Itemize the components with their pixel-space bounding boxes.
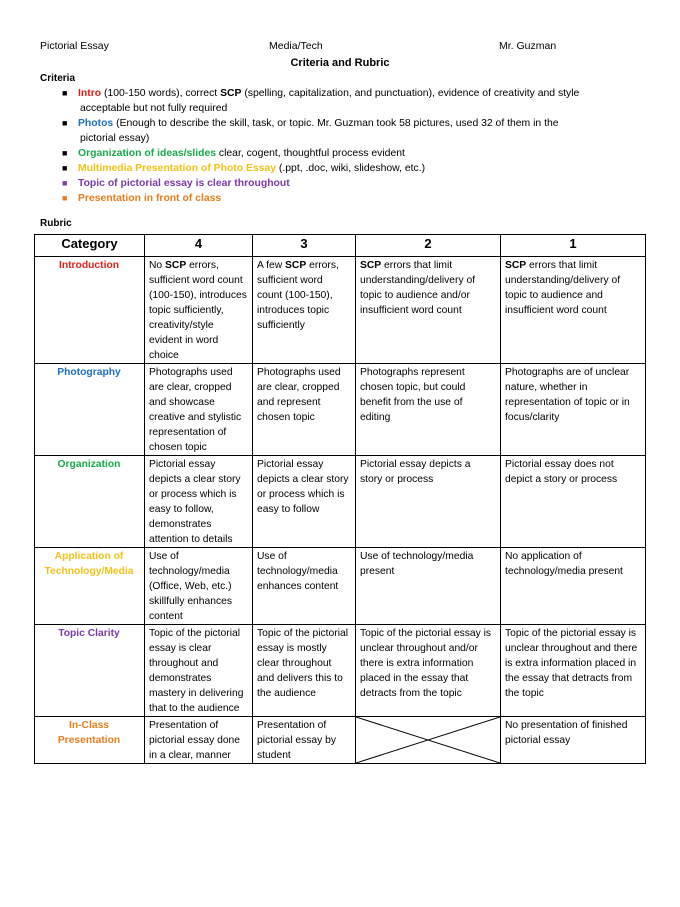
rubric-category: Topic Clarity	[35, 625, 145, 717]
rubric-cell: Pictorial essay depicts a clear story or process which is easy to follow, demonstrates attention to details	[145, 456, 253, 548]
criteria-text: (Enough to describe the skill, task, or topic. Mr. Guzman took 58 pictures, used 32 of them in the	[113, 118, 559, 129]
criteria-text-continued: pictorial essay)	[80, 133, 150, 144]
rubric-category: Photography	[35, 364, 145, 456]
rubric-cell: Use of technology/media (Office, Web, etc.) skillfully enhances content	[145, 548, 253, 625]
rubric-cell: A few SCP errors, sufficient word count (100-150), introduces topic sufficiently	[253, 257, 356, 364]
rubric-row	[35, 717, 646, 764]
rubric-cell: Pictorial essay does not depict a story or process	[501, 456, 646, 548]
criteria-heading: Criteria	[40, 73, 76, 84]
criteria-item	[62, 116, 642, 146]
bullet-icon: ■	[62, 148, 68, 158]
rubric-row	[35, 548, 646, 625]
rubric-cell: Pictorial essay depicts a clear story or process which is easy to follow	[253, 456, 356, 548]
rubric-cell: Presentation of pictorial essay done in a clear, manner	[145, 717, 253, 764]
page-title: Criteria and Rubric	[290, 57, 390, 69]
col-header-1: 1	[501, 235, 646, 257]
criteria-item	[62, 191, 642, 206]
criteria-item	[62, 176, 642, 191]
rubric-row	[35, 257, 646, 364]
criteria-text-continued: acceptable but not fully required	[80, 103, 228, 114]
header-subject: Media/Tech	[269, 40, 323, 52]
rubric-cell: Photographs are of unclear nature, whether in representation of topic or in focus/clarity	[501, 364, 646, 456]
criteria-label: Photos	[78, 118, 114, 129]
rubric-header-row	[35, 235, 646, 257]
cross-out-icon	[356, 717, 500, 763]
criteria-item	[62, 146, 642, 161]
rubric-cell: Topic of the pictorial essay is unclear throughout and/or there is extra information placed in the essay that detracts from the topic	[356, 625, 501, 717]
rubric-cell: Pictorial essay depicts a story or process	[356, 456, 501, 548]
criteria-label: Organization of ideas/slides	[78, 148, 216, 159]
rubric-cell: No presentation of finished pictorial essay	[501, 717, 646, 764]
rubric-category: Introduction	[35, 257, 145, 364]
header-course: Pictorial Essay	[40, 40, 109, 52]
rubric-cell: SCP errors that limit understanding/delivery of topic to audience and insufficient word count	[501, 257, 646, 364]
rubric-row	[35, 364, 646, 456]
rubric-category: Organization	[35, 456, 145, 548]
rubric-cell: Topic of the pictorial essay is clear throughout and demonstrates mastery in delivering that to the audience	[145, 625, 253, 717]
crossed-out-cell	[356, 717, 501, 764]
bullet-icon: ■	[62, 193, 68, 203]
col-header-3: 3	[253, 235, 356, 257]
rubric-cell: Topic of the pictorial essay is unclear throughout and there is extra information placed in the essay that detracts from the topic	[501, 625, 646, 717]
rubric-cell: SCP errors that limit understanding/delivery of topic to audience and/or insufficient word count	[356, 257, 501, 364]
bullet-icon: ■	[62, 163, 68, 173]
criteria-label: Presentation in front of class	[78, 193, 222, 204]
criteria-label: Intro	[78, 88, 102, 99]
rubric-cell: No application of technology/media present	[501, 548, 646, 625]
rubric-category: In-Class Presentation	[35, 717, 145, 764]
col-header-4: 4	[145, 235, 253, 257]
rubric-cell: Presentation of pictorial essay by student	[253, 717, 356, 764]
rubric-cell: Use of technology/media present	[356, 548, 501, 625]
rubric-table	[34, 234, 646, 764]
criteria-label: Multimedia Presentation of Photo Essay	[78, 163, 277, 174]
criteria-text: (.ppt, .doc, wiki, slideshow, etc.)	[276, 163, 426, 174]
rubric-category: Application of Technology/Media	[35, 548, 145, 625]
criteria-list	[62, 86, 642, 206]
rubric-cell: Topic of the pictorial essay is mostly clear throughout and delivers this to the audience	[253, 625, 356, 717]
rubric-cell: Photographs represent chosen topic, but could benefit from the use of editing	[356, 364, 501, 456]
rubric-cell: Use of technology/media enhances content	[253, 548, 356, 625]
criteria-item	[62, 86, 642, 116]
criteria-text: (100-150 words), correct SCP (spelling, capitalization, and punctuation), evidence of creativity and style	[101, 88, 580, 99]
col-header-category: Category	[35, 235, 145, 257]
col-header-2: 2	[356, 235, 501, 257]
criteria-item	[62, 161, 642, 176]
bullet-icon: ■	[62, 88, 68, 98]
bullet-icon: ■	[62, 178, 68, 188]
rubric-cell: No SCP errors, sufficient word count (100-150), introduces topic sufficiently, creativity/style evident in word choice	[145, 257, 253, 364]
bullet-icon: ■	[62, 118, 68, 128]
rubric-cell: Photographs used are clear, cropped and represent chosen topic	[253, 364, 356, 456]
rubric-row	[35, 456, 646, 548]
rubric-heading: Rubric	[40, 218, 72, 229]
rubric-cell: Photographs used are clear, cropped and showcase creative and stylistic representation of chosen topic	[145, 364, 253, 456]
header-teacher: Mr. Guzman	[499, 40, 557, 52]
criteria-text: clear, cogent, thoughtful process evident	[216, 148, 405, 159]
rubric-row	[35, 625, 646, 717]
criteria-label: Topic of pictorial essay is clear throughout	[78, 178, 290, 189]
